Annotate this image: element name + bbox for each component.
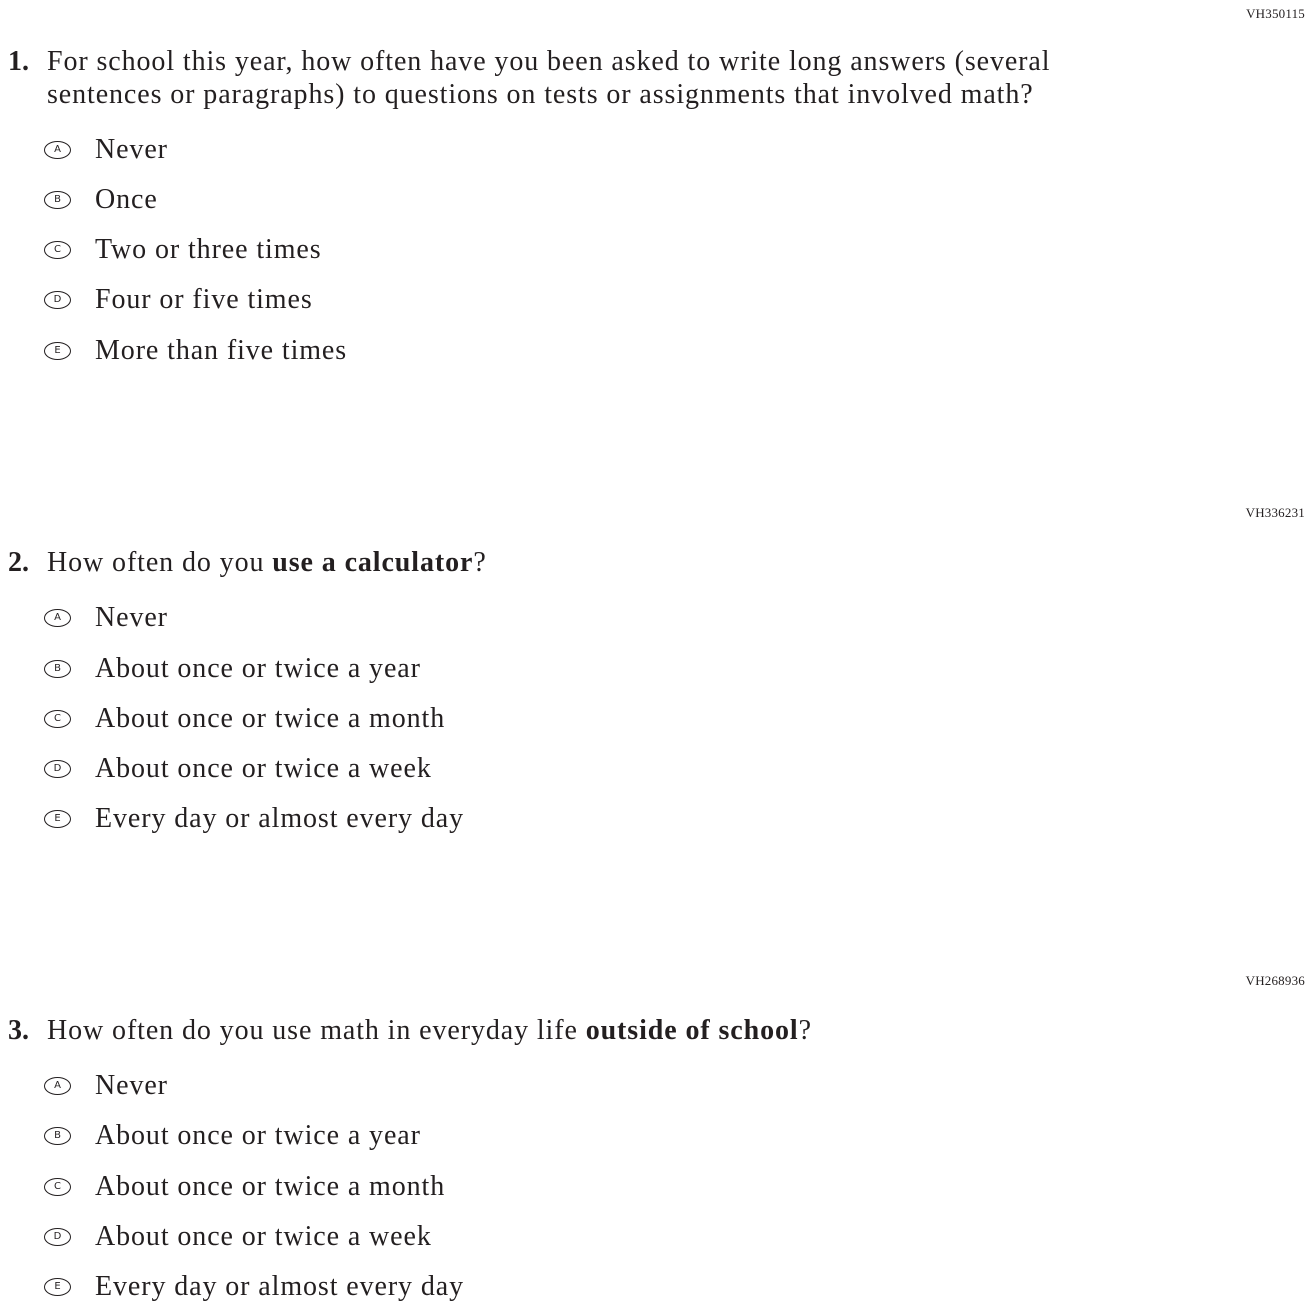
question-text-emphasis: use a calculator bbox=[272, 547, 474, 578]
option-label: About once or twice a week bbox=[95, 753, 432, 784]
option-label: Once bbox=[95, 184, 158, 215]
option-a[interactable] bbox=[44, 602, 744, 634]
option-c[interactable] bbox=[44, 1171, 744, 1203]
option-d[interactable] bbox=[44, 1221, 744, 1253]
option-b[interactable] bbox=[44, 653, 744, 685]
option-c[interactable] bbox=[44, 234, 744, 266]
option-d[interactable] bbox=[44, 284, 744, 316]
option-label: Every day or almost every day bbox=[95, 803, 464, 834]
question-text bbox=[47, 1014, 1127, 1047]
question-text-part: How often do you bbox=[47, 547, 273, 578]
option-e[interactable] bbox=[44, 335, 744, 367]
item-code: VH336231 bbox=[1245, 505, 1305, 520]
question-text-emphasis: outside of school bbox=[585, 1015, 799, 1046]
option-label: Never bbox=[95, 134, 168, 165]
option-bubble-icon[interactable]: E bbox=[44, 810, 71, 828]
option-c[interactable] bbox=[44, 703, 744, 735]
question-text-part: For school this year, how often have you been asked to write long answers (several sentences or paragraphs) to questions on tests or assignments that involved math? bbox=[47, 46, 1051, 110]
option-d[interactable] bbox=[44, 753, 744, 785]
option-bubble-icon[interactable]: D bbox=[44, 291, 71, 309]
option-label: About once or twice a year bbox=[95, 1120, 421, 1151]
option-bubble-icon[interactable]: E bbox=[44, 342, 71, 360]
question-number: 1. bbox=[8, 46, 29, 77]
question-text-part: How often do you use math in everyday life bbox=[47, 1015, 586, 1046]
question-text bbox=[47, 546, 1127, 579]
option-bubble-icon[interactable]: C bbox=[44, 710, 71, 728]
option-label: Four or five times bbox=[95, 284, 313, 315]
option-bubble-icon[interactable]: A bbox=[44, 609, 71, 627]
option-b[interactable] bbox=[44, 1120, 744, 1152]
option-label: Never bbox=[95, 1070, 168, 1101]
option-a[interactable] bbox=[44, 134, 744, 166]
question-text bbox=[47, 45, 1127, 111]
option-bubble-icon[interactable]: C bbox=[44, 241, 71, 259]
option-bubble-icon[interactable]: A bbox=[44, 141, 71, 159]
option-label: About once or twice a week bbox=[95, 1221, 432, 1252]
item-code: VH268936 bbox=[1245, 973, 1305, 988]
question-text-part: ? bbox=[473, 547, 487, 578]
option-bubble-icon[interactable]: E bbox=[44, 1278, 71, 1296]
option-bubble-icon[interactable]: D bbox=[44, 1228, 71, 1246]
option-label: More than five times bbox=[95, 335, 348, 366]
question-number: 2. bbox=[8, 547, 29, 578]
question-text-part: ? bbox=[798, 1015, 812, 1046]
question-number: 3. bbox=[8, 1015, 29, 1046]
option-e[interactable] bbox=[44, 1271, 744, 1303]
option-bubble-icon[interactable]: B bbox=[44, 1127, 71, 1145]
option-bubble-icon[interactable]: B bbox=[44, 191, 71, 209]
option-label: About once or twice a month bbox=[95, 703, 446, 734]
option-label: Never bbox=[95, 602, 168, 633]
option-b[interactable] bbox=[44, 184, 744, 216]
option-bubble-icon[interactable]: D bbox=[44, 760, 71, 778]
option-label: Two or three times bbox=[95, 234, 322, 265]
option-bubble-icon[interactable]: B bbox=[44, 660, 71, 678]
option-bubble-icon[interactable]: A bbox=[44, 1077, 71, 1095]
option-label: About once or twice a month bbox=[95, 1171, 446, 1202]
option-label: About once or twice a year bbox=[95, 653, 421, 684]
option-bubble-icon[interactable]: C bbox=[44, 1178, 71, 1196]
item-code: VH350115 bbox=[1246, 6, 1305, 21]
option-a[interactable] bbox=[44, 1070, 744, 1102]
option-e[interactable] bbox=[44, 803, 744, 835]
option-label: Every day or almost every day bbox=[95, 1271, 464, 1302]
